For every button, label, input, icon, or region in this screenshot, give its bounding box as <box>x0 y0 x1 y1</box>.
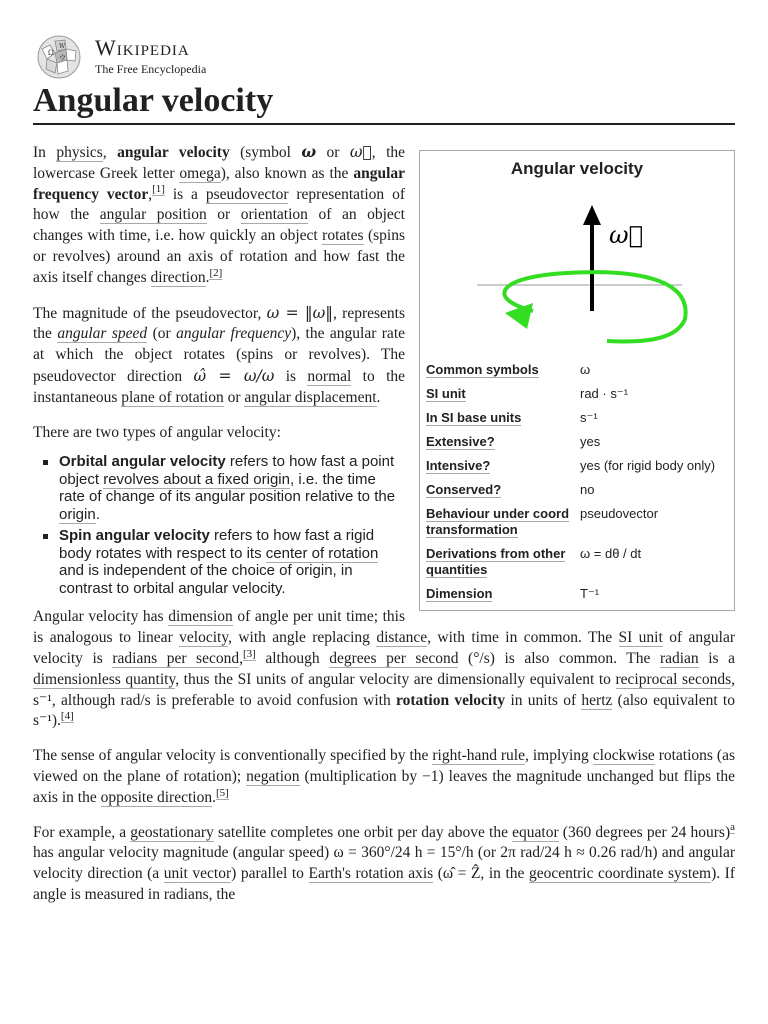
infobox-key-link[interactable]: In SI base units <box>426 410 522 425</box>
page-title: Angular velocity <box>33 80 735 125</box>
link-center-of-rotation[interactable]: center of rotation <box>265 544 379 562</box>
infobox-value: s⁻¹ <box>580 410 598 425</box>
wikipedia-globe-icon[interactable] <box>33 33 85 81</box>
list-item: Orbital angular velocity refers to how fast a point object revolves about a fixed origin, i.e. the time rate of change of its angular position relative to the origin. <box>59 453 735 523</box>
link-velocity[interactable]: velocity <box>179 629 229 647</box>
link-earths-rotation-axis[interactable]: Earth's rotation axis <box>308 865 434 883</box>
link-angular-position[interactable]: angular position <box>99 206 207 224</box>
link-equator[interactable]: equator <box>512 823 559 841</box>
link-angular-speed[interactable]: angular speed <box>57 325 148 343</box>
ref-4[interactable]: [4] <box>60 710 74 723</box>
link-rotates[interactable]: rotates <box>322 227 364 245</box>
infobox-key-link[interactable]: Dimension <box>426 586 493 601</box>
paragraph-example: For example, a geostationary satellite completes one orbit per day above the equator (360 degrees per 24 hours)$^a$ has angular velocity magnitude (angular speed) ω = 360°/24 h = 15°/h (or 2π rad/24 h ≈ 0.26 rad/h) and angular velocity direction (a unit vector) parallel to Earth's rotation axis (ω̂ = Ẑ, in the geocentric coordinate system). If angle is measured in radians, the <box>33 821 735 903</box>
link-radians-per-second[interactable]: radians per second <box>112 649 240 667</box>
link-si-unit[interactable]: SI unit <box>618 629 663 647</box>
link-opposite-direction[interactable]: opposite direction <box>100 788 213 806</box>
link-degrees-per-second[interactable]: degrees per second <box>329 649 459 667</box>
infobox-value: ω <box>580 362 591 377</box>
infobox-key <box>426 358 580 382</box>
svg-text:W: W <box>59 43 66 50</box>
link-geostationary[interactable]: geostationary <box>130 823 214 841</box>
link-negation[interactable]: negation <box>246 767 300 785</box>
link-clockwise[interactable]: clockwise <box>592 747 655 765</box>
paragraph-units: Angular velocity has dimension of angle per unit time; this is analogous to linear velocity, with angle replacing distance, with time in common. The SI unit of angular velocity is radians per second,[3] although degrees per second (°/s) is also common. The radian is a dimensionless quantity, thus the SI units of angular velocity are dimensionally equivalent to reciprocal seconds, s⁻¹, although rad/s is preferable to avoid confusion with rotation velocity in units of hertz (also equivalent to s⁻¹).[4] <box>33 608 736 730</box>
ref-3[interactable]: [3] <box>242 647 256 660</box>
link-direction[interactable]: direction <box>150 268 206 286</box>
infobox-row <box>426 406 728 430</box>
article-body <box>33 142 735 920</box>
note-a[interactable]: a <box>730 821 735 834</box>
link-revolves[interactable]: revolves about a fixed origin <box>103 470 290 488</box>
link-distance[interactable]: distance <box>376 629 428 647</box>
infobox-value: no <box>580 482 595 497</box>
link-angular-displacement[interactable]: angular displacement <box>244 388 377 406</box>
link-geocentric-coordinate-system[interactable]: geocentric coordinate system <box>528 865 712 883</box>
infobox-key-link[interactable]: SI unit <box>426 386 466 401</box>
ref-2[interactable]: [2] <box>209 266 223 279</box>
paragraph-sense: The sense of angular velocity is conventionally specified by the right-hand rule, implying clockwise rotations (as viewed on the plane of rotation); negation (multiplication by −1) leaves the magnitude unchanged but flips the axis in the opposite direction.[5] <box>33 747 735 806</box>
svg-text:ウ: ウ <box>59 54 66 62</box>
ref-1[interactable]: [1] <box>152 183 165 196</box>
paragraph-types-intro: There are two types of angular velocity: <box>33 423 281 441</box>
site-brand[interactable] <box>95 37 206 77</box>
infobox-key <box>426 382 580 406</box>
link-radian[interactable]: radian <box>659 649 699 667</box>
paragraph-intro: In physics, angular velocity (symbol ω or ω⃗, the lowercase Greek letter omega), also known as the angular frequency vector,[1] is a pseudovector representation of how the angular position or orientation of an object changes with time, i.e. how quickly an object rotates (spins or revolves) around an axis of rotation and how fast the axis itself changes direction.[2] <box>33 142 406 286</box>
paragraph-magnitude: The magnitude of the pseudovector, ω = ‖ω‖, represents the angular speed (or angular frequency), the angular rate at which the object rotates (spins or revolves). The pseudovector direction ω̂ = ω/ω is normal to the instantaneous plane of rotation or angular displacement. <box>33 303 406 406</box>
omega-vector-label: ω⃗ <box>609 221 643 249</box>
infobox-value: T⁻¹ <box>580 586 600 601</box>
infobox-image[interactable] <box>437 179 717 354</box>
infobox-key-link[interactable]: Conserved? <box>426 482 502 497</box>
link-right-hand-rule[interactable]: right-hand rule <box>432 747 525 765</box>
infobox-key <box>426 430 580 454</box>
infobox-title: Angular velocity <box>510 159 644 178</box>
link-origin[interactable]: origin <box>59 505 96 523</box>
ref-5[interactable]: [5] <box>215 786 229 799</box>
site-tagline: The Free Encyclopedia <box>95 62 207 76</box>
infobox-row <box>426 430 728 454</box>
link-dimensionless-quantity[interactable]: dimensionless quantity <box>33 670 176 688</box>
link-plane-of-rotation[interactable]: plane of rotation <box>121 388 224 406</box>
infobox-key <box>426 406 580 430</box>
list-item: Spin angular velocity refers to how fast a rigid body rotates with respect to its center of rotation and is independent of the choice of origin, in contrast to orbital angular velocity. <box>59 527 735 597</box>
infobox-value: rad · s⁻¹ <box>580 386 629 401</box>
link-pseudovector[interactable]: pseudovector <box>205 185 289 203</box>
site-header <box>33 33 743 81</box>
axis-arrow-head <box>583 205 601 225</box>
link-normal[interactable]: normal <box>307 367 352 385</box>
infobox-key-link[interactable]: Common symbols <box>426 362 539 377</box>
link-orientation[interactable]: orientation <box>240 206 308 224</box>
infobox-value: yes <box>580 434 601 449</box>
link-dimension[interactable]: dimension <box>168 608 233 626</box>
link-unit-vector[interactable]: unit vector <box>163 865 232 883</box>
infobox-key-link[interactable]: Extensive? <box>426 434 495 449</box>
infobox-value: pseudovector <box>580 506 659 521</box>
link-reciprocal-seconds[interactable]: reciprocal seconds <box>615 670 732 688</box>
infobox-key-link[interactable]: Behaviour under coord transformation <box>426 506 570 537</box>
infobox-row <box>426 358 728 382</box>
infobox-key-link[interactable]: Derivations from other quantities <box>426 546 566 577</box>
link-hertz[interactable]: hertz <box>581 691 613 709</box>
infobox-row <box>426 382 728 406</box>
infobox-value: ω = dθ / dt <box>580 546 642 561</box>
infobox-value: yes (for rigid body only) <box>580 458 716 473</box>
link-omega[interactable]: omega <box>179 164 221 182</box>
link-physics[interactable]: physics <box>56 144 103 161</box>
svg-text:Ω: Ω <box>48 49 54 57</box>
site-name[interactable]: Wikipedia <box>95 35 190 60</box>
infobox-key-link[interactable]: Intensive? <box>426 458 491 473</box>
